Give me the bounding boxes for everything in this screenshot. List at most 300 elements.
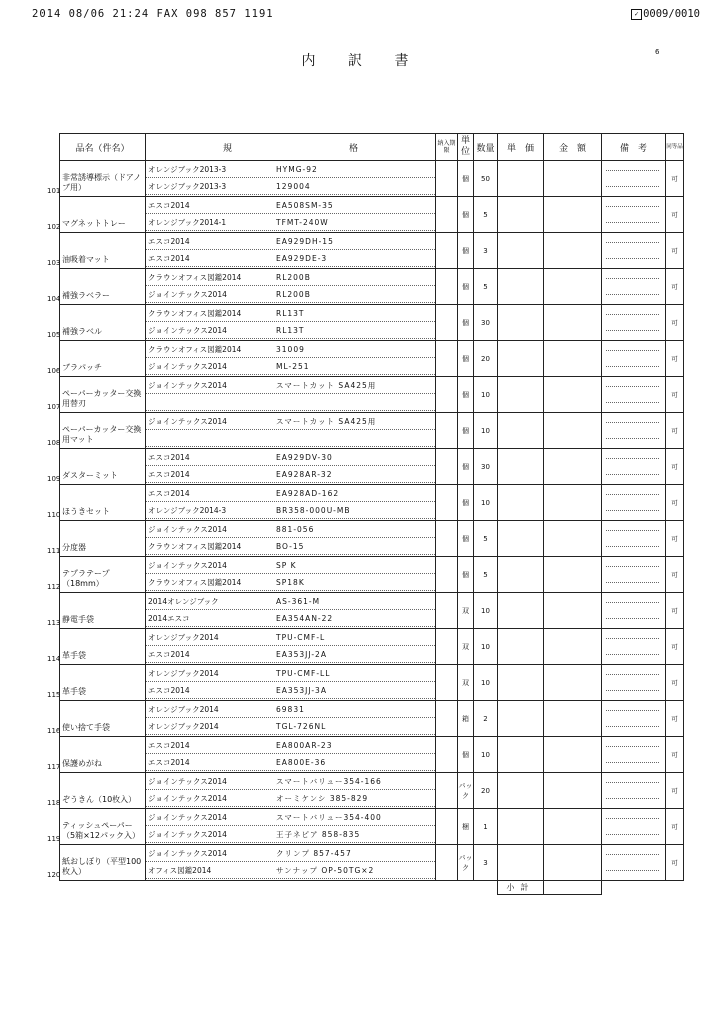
spec-code: EA929DH-15 xyxy=(276,237,334,246)
subtotal-amount xyxy=(544,881,602,895)
item-remarks xyxy=(602,197,666,233)
spec-code: EA800AR-23 xyxy=(276,741,333,750)
subtotal-row xyxy=(60,881,684,895)
item-delivery-cell xyxy=(436,341,458,377)
spec-code: EA929DE-3 xyxy=(276,254,328,263)
spec-code: 王子ネピア 858-835 xyxy=(276,830,361,839)
item-qty: 5 xyxy=(474,521,498,557)
item-equivalent: 可 xyxy=(666,197,684,233)
spec-catalog: エスコ2014 xyxy=(148,453,190,462)
spec-line xyxy=(146,236,435,250)
item-equivalent: 可 xyxy=(666,269,684,305)
item-remarks xyxy=(602,521,666,557)
item-delivery-cell xyxy=(436,269,458,305)
item-unit: 個 xyxy=(458,557,474,593)
item-number: 109 xyxy=(47,475,61,483)
spec-line xyxy=(146,200,435,214)
spec-code: スマートバリュー354-400 xyxy=(276,813,382,822)
item-unit-price xyxy=(498,197,544,233)
item-delivery-cell xyxy=(436,557,458,593)
spec-catalog: エスコ2014 xyxy=(148,237,190,246)
spec-line xyxy=(146,253,435,267)
item-remarks xyxy=(602,665,666,701)
table-row xyxy=(60,521,684,557)
spec-line xyxy=(146,740,435,754)
fax-page-icon: ✓ xyxy=(631,9,642,20)
item-equivalent: 可 xyxy=(666,665,684,701)
item-amount xyxy=(544,629,602,665)
spec-code: EA928AR-32 xyxy=(276,470,333,479)
page-mark: 6 xyxy=(655,48,660,56)
table-row xyxy=(60,629,684,665)
spec-catalog: エスコ2014 xyxy=(148,489,190,498)
spec-catalog: クラウンオフィス図鑑2014 xyxy=(148,345,242,354)
spec-line xyxy=(146,308,435,322)
spec-code: SP K xyxy=(276,561,297,570)
item-remarks xyxy=(602,773,666,809)
spec-line xyxy=(146,469,435,483)
item-equivalent: 可 xyxy=(666,521,684,557)
item-spec-cell xyxy=(146,449,436,485)
spec-catalog: エスコ2014 xyxy=(148,686,190,695)
item-name-cell xyxy=(47,413,146,449)
item-amount xyxy=(544,341,602,377)
item-remarks xyxy=(602,413,666,449)
spec-line xyxy=(146,812,435,826)
item-spec-cell xyxy=(146,269,436,305)
item-number: 110 xyxy=(47,511,61,519)
table-row xyxy=(60,485,684,521)
spec-line xyxy=(146,325,435,339)
col-header-amount: 金 額 xyxy=(544,134,602,161)
item-amount xyxy=(544,485,602,521)
item-name: 革手袋 xyxy=(62,651,86,660)
spec-code: BO-15 xyxy=(276,542,305,551)
item-spec-cell xyxy=(146,629,436,665)
item-unit-price xyxy=(498,449,544,485)
item-name: 革手袋 xyxy=(62,687,86,696)
spec-code: EA800E-36 xyxy=(276,758,327,767)
item-qty: 20 xyxy=(474,341,498,377)
spec-code: 31009 xyxy=(276,345,305,354)
item-remarks xyxy=(602,701,666,737)
item-remarks xyxy=(602,737,666,773)
item-unit-price xyxy=(498,269,544,305)
item-name-cell xyxy=(47,665,146,701)
spec-line xyxy=(146,632,435,646)
item-unit-price xyxy=(498,557,544,593)
spec-catalog: エスコ2014 xyxy=(148,470,190,479)
spec-code: スマートカット SA425用 xyxy=(276,417,377,426)
col-header-unit-price: 単 価 xyxy=(498,134,544,161)
spec-code: スマートバリュー354-166 xyxy=(276,777,382,786)
spec-catalog: クラウンオフィス図鑑2014 xyxy=(148,309,242,318)
item-unit: 個 xyxy=(458,161,474,197)
item-qty: 2 xyxy=(474,701,498,737)
spec-code: クリンプ 857-457 xyxy=(276,849,352,858)
breakdown-table xyxy=(47,133,684,895)
table-row xyxy=(60,593,684,629)
item-unit-price xyxy=(498,629,544,665)
spec-code: オーミケンシ 385-829 xyxy=(276,794,369,803)
item-name-cell xyxy=(47,557,146,593)
item-amount xyxy=(544,773,602,809)
item-amount xyxy=(544,161,602,197)
table-row xyxy=(60,845,684,881)
item-amount xyxy=(544,665,602,701)
item-number: 117 xyxy=(47,763,61,771)
item-delivery-cell xyxy=(436,485,458,521)
item-name-cell xyxy=(47,197,146,233)
table-row xyxy=(60,161,684,197)
item-spec-cell xyxy=(146,341,436,377)
item-name: ほうきセット xyxy=(62,507,110,516)
item-number: 101 xyxy=(47,187,61,195)
spec-line xyxy=(146,541,435,555)
item-number: 116 xyxy=(47,727,61,735)
spec-code: RL13T xyxy=(276,309,305,318)
spec-line xyxy=(146,793,435,807)
item-equivalent: 可 xyxy=(666,809,684,845)
spec-catalog: オレンジブック2013-3 xyxy=(148,165,227,174)
item-number: 120 xyxy=(47,871,61,879)
spec-catalog: エスコ2014 xyxy=(148,650,190,659)
item-delivery-cell xyxy=(436,737,458,773)
item-amount xyxy=(544,197,602,233)
spec-catalog: オレンジブック2014-1 xyxy=(148,218,227,227)
item-remarks xyxy=(602,377,666,413)
item-name: ペーパーカッター交換用替刃 xyxy=(62,389,142,408)
spec-line xyxy=(146,289,435,303)
spec-line xyxy=(146,848,435,862)
item-qty: 10 xyxy=(474,737,498,773)
item-delivery-cell xyxy=(436,809,458,845)
spec-line xyxy=(146,181,435,195)
spec-code: サンナップ OP-50TG×2 xyxy=(276,866,375,875)
item-remarks xyxy=(602,233,666,269)
item-spec-cell xyxy=(146,809,436,845)
spec-line xyxy=(146,757,435,771)
spec-catalog: オレンジブック2014 xyxy=(148,633,219,642)
item-unit: 個 xyxy=(458,485,474,521)
item-spec-cell xyxy=(146,845,436,881)
item-equivalent: 可 xyxy=(666,557,684,593)
spec-code: ML-251 xyxy=(276,362,310,371)
spec-code: TFMT-240W xyxy=(276,218,329,227)
col-header-name: 品名（件名） xyxy=(60,134,146,161)
item-spec-cell xyxy=(146,701,436,737)
spec-catalog: ジョインテックス2014 xyxy=(148,830,227,839)
item-name: 保護めがね xyxy=(62,759,102,768)
table-row xyxy=(60,377,684,413)
spec-catalog: オレンジブック2014 xyxy=(148,669,219,678)
item-name: ぞうきん（10枚入） xyxy=(62,795,137,804)
item-qty: 10 xyxy=(474,593,498,629)
item-qty: 5 xyxy=(474,197,498,233)
item-name-cell xyxy=(47,377,146,413)
item-equivalent: 可 xyxy=(666,701,684,737)
item-qty: 10 xyxy=(474,377,498,413)
item-amount xyxy=(544,413,602,449)
col-header-equivalent: 同等品 xyxy=(666,134,684,161)
spec-line xyxy=(146,865,435,879)
item-spec-cell xyxy=(146,557,436,593)
item-delivery-cell xyxy=(436,305,458,341)
spec-line xyxy=(146,649,435,663)
spec-catalog: ジョインテックス2014 xyxy=(148,777,227,786)
spec-catalog: ジョインテックス2014 xyxy=(148,290,227,299)
spec-code: SP18K xyxy=(276,578,305,587)
spec-code: RL200B xyxy=(276,290,311,299)
item-equivalent: 可 xyxy=(666,737,684,773)
item-unit-price xyxy=(498,665,544,701)
item-name-cell xyxy=(47,629,146,665)
col-header-remarks: 備 考 xyxy=(602,134,666,161)
table-row xyxy=(60,305,684,341)
item-number: 111 xyxy=(47,547,61,555)
item-number: 106 xyxy=(47,367,61,375)
item-spec-cell xyxy=(146,485,436,521)
item-number: 114 xyxy=(47,655,61,663)
item-name: 補強ラベラー xyxy=(62,291,110,300)
item-amount xyxy=(544,737,602,773)
item-spec-cell xyxy=(146,305,436,341)
spec-catalog: クラウンオフィス図鑑2014 xyxy=(148,578,242,587)
col-header-unit: 単位 xyxy=(458,134,474,161)
spec-catalog: エスコ2014 xyxy=(148,741,190,750)
col-header-spec: 規 格 xyxy=(146,134,436,161)
spec-line xyxy=(146,596,435,610)
item-qty: 1 xyxy=(474,809,498,845)
document-title: 内 訳 書 xyxy=(301,53,423,69)
item-equivalent: 可 xyxy=(666,449,684,485)
item-unit-price xyxy=(498,161,544,197)
item-delivery-cell xyxy=(436,665,458,701)
item-name-cell xyxy=(47,305,146,341)
item-name-cell xyxy=(47,521,146,557)
item-spec-cell xyxy=(146,161,436,197)
item-number: 112 xyxy=(47,583,61,591)
spec-code: RL200B xyxy=(276,273,311,282)
item-delivery-cell xyxy=(436,377,458,413)
spec-line xyxy=(146,505,435,519)
item-name: 補強ラベル xyxy=(62,327,102,336)
item-unit-price xyxy=(498,485,544,521)
item-delivery-cell xyxy=(436,197,458,233)
item-name-cell xyxy=(47,593,146,629)
spec-catalog: ジョインテックス2014 xyxy=(148,326,227,335)
item-spec-cell xyxy=(146,593,436,629)
spec-line xyxy=(146,613,435,627)
item-name-cell xyxy=(47,161,146,197)
spec-code: EA928AD-162 xyxy=(276,489,340,498)
item-name-cell xyxy=(47,233,146,269)
spec-code: TGL-726NL xyxy=(276,722,327,731)
spec-code: 69831 xyxy=(276,705,305,714)
item-delivery-cell xyxy=(436,701,458,737)
item-number: 102 xyxy=(47,223,61,231)
spec-catalog: ジョインテックス2014 xyxy=(148,362,227,371)
item-amount xyxy=(544,809,602,845)
spec-code: EA353JJ-2A xyxy=(276,650,327,659)
spec-catalog: オフィス図鑑2014 xyxy=(148,866,212,875)
item-name: ティッシュペーパー（5箱×12パック入） xyxy=(62,821,140,840)
subtotal-label: 小計 xyxy=(498,881,544,895)
item-number: 113 xyxy=(47,619,61,627)
item-number: 104 xyxy=(47,295,61,303)
item-delivery-cell xyxy=(436,629,458,665)
item-name: ダスターミット xyxy=(62,471,118,480)
item-qty: 10 xyxy=(474,413,498,449)
item-spec-cell xyxy=(146,665,436,701)
item-unit: パック xyxy=(458,845,474,881)
item-equivalent: 可 xyxy=(666,485,684,521)
spec-catalog: ジョインテックス2014 xyxy=(148,525,227,534)
item-name: 分度器 xyxy=(62,543,86,552)
item-amount xyxy=(544,557,602,593)
col-header-nohin: 納入期限 xyxy=(436,134,458,161)
item-name: 使い捨て手袋 xyxy=(62,723,110,732)
item-name-cell xyxy=(47,449,146,485)
item-qty: 10 xyxy=(474,665,498,701)
spec-line xyxy=(146,829,435,843)
spec-code: BR358-000U-MB xyxy=(276,506,351,515)
item-name: 油吸着マット xyxy=(62,255,110,264)
item-delivery-cell xyxy=(436,161,458,197)
item-name: テプラテープ（18mm） xyxy=(62,569,110,588)
table-row xyxy=(60,773,684,809)
item-amount xyxy=(544,521,602,557)
item-unit-price xyxy=(498,413,544,449)
item-unit: パック xyxy=(458,773,474,809)
item-name-cell xyxy=(47,701,146,737)
spec-code: EA354AN-22 xyxy=(276,614,334,623)
item-equivalent: 可 xyxy=(666,593,684,629)
spec-catalog: ジョインテックス2014 xyxy=(148,417,227,426)
table-row xyxy=(60,341,684,377)
spec-catalog: オレンジブック2013-3 xyxy=(148,182,227,191)
item-amount xyxy=(544,233,602,269)
item-equivalent: 可 xyxy=(666,305,684,341)
spec-line xyxy=(146,433,435,447)
spec-line xyxy=(146,344,435,358)
item-amount xyxy=(544,449,602,485)
spec-code: スマートカット SA425用 xyxy=(276,381,377,390)
item-unit: 個 xyxy=(458,521,474,557)
item-remarks xyxy=(602,341,666,377)
spec-line xyxy=(146,164,435,178)
spec-line xyxy=(146,416,435,430)
spec-catalog: クラウンオフィス図鑑2014 xyxy=(148,542,242,551)
item-name-cell xyxy=(47,269,146,305)
item-remarks xyxy=(602,593,666,629)
item-remarks xyxy=(602,845,666,881)
item-spec-cell xyxy=(146,377,436,413)
item-unit-price xyxy=(498,305,544,341)
item-unit: 箱 xyxy=(458,701,474,737)
item-unit: 個 xyxy=(458,377,474,413)
item-equivalent: 可 xyxy=(666,845,684,881)
fax-page-number: 0009/0010 xyxy=(643,8,700,20)
item-unit: 個 xyxy=(458,233,474,269)
table-row xyxy=(60,449,684,485)
item-unit-price xyxy=(498,233,544,269)
item-qty: 50 xyxy=(474,161,498,197)
spec-line xyxy=(146,361,435,375)
item-delivery-cell xyxy=(436,233,458,269)
spec-line xyxy=(146,704,435,718)
item-unit: 個 xyxy=(458,305,474,341)
item-equivalent: 可 xyxy=(666,413,684,449)
item-amount xyxy=(544,701,602,737)
item-qty: 10 xyxy=(474,629,498,665)
item-name-cell xyxy=(47,737,146,773)
item-spec-cell xyxy=(146,521,436,557)
item-qty: 5 xyxy=(474,269,498,305)
item-number: 118 xyxy=(47,799,61,807)
spec-code: HYMG-92 xyxy=(276,165,318,174)
item-remarks xyxy=(602,557,666,593)
spec-line xyxy=(146,217,435,231)
item-delivery-cell xyxy=(436,449,458,485)
item-unit-price xyxy=(498,593,544,629)
spec-line xyxy=(146,685,435,699)
spec-code: RL13T xyxy=(276,326,305,335)
item-qty: 3 xyxy=(474,845,498,881)
spec-line xyxy=(146,721,435,735)
item-equivalent: 可 xyxy=(666,377,684,413)
item-unit-price xyxy=(498,809,544,845)
item-amount xyxy=(544,593,602,629)
item-equivalent: 可 xyxy=(666,233,684,269)
item-unit: 個 xyxy=(458,737,474,773)
spec-code: EA929DV-30 xyxy=(276,453,333,462)
item-unit: 個 xyxy=(458,197,474,233)
fax-page-counter xyxy=(631,8,700,20)
item-spec-cell xyxy=(146,737,436,773)
item-number: 119 xyxy=(47,835,61,843)
table-header-row xyxy=(60,134,684,161)
item-name-cell xyxy=(47,773,146,809)
col-header-qty: 数量 xyxy=(474,134,498,161)
table-row xyxy=(60,413,684,449)
spec-line xyxy=(146,668,435,682)
spec-catalog: ジョインテックス2014 xyxy=(148,381,227,390)
item-unit: 個 xyxy=(458,341,474,377)
item-unit: 双 xyxy=(458,593,474,629)
item-qty: 3 xyxy=(474,233,498,269)
spec-catalog: エスコ2014 xyxy=(148,254,190,263)
spec-catalog: ジョインテックス2014 xyxy=(148,561,227,570)
item-delivery-cell xyxy=(436,521,458,557)
spec-catalog: ジョインテックス2014 xyxy=(148,849,227,858)
fax-header-line: 2014 08/06 21:24 FAX 098 857 1191 xyxy=(32,8,274,20)
item-name: 紙おしぼり（平型100枚入） xyxy=(62,857,142,876)
table-row xyxy=(60,233,684,269)
item-amount xyxy=(544,377,602,413)
spec-catalog: 2014エスコ xyxy=(148,614,190,623)
table-row xyxy=(60,557,684,593)
item-qty: 10 xyxy=(474,485,498,521)
item-number: 115 xyxy=(47,691,61,699)
item-qty: 20 xyxy=(474,773,498,809)
spec-line xyxy=(146,776,435,790)
item-unit-price xyxy=(498,773,544,809)
spec-line xyxy=(146,380,435,394)
spec-code: 881-056 xyxy=(276,525,315,534)
item-name-cell xyxy=(47,809,146,845)
item-remarks xyxy=(602,809,666,845)
